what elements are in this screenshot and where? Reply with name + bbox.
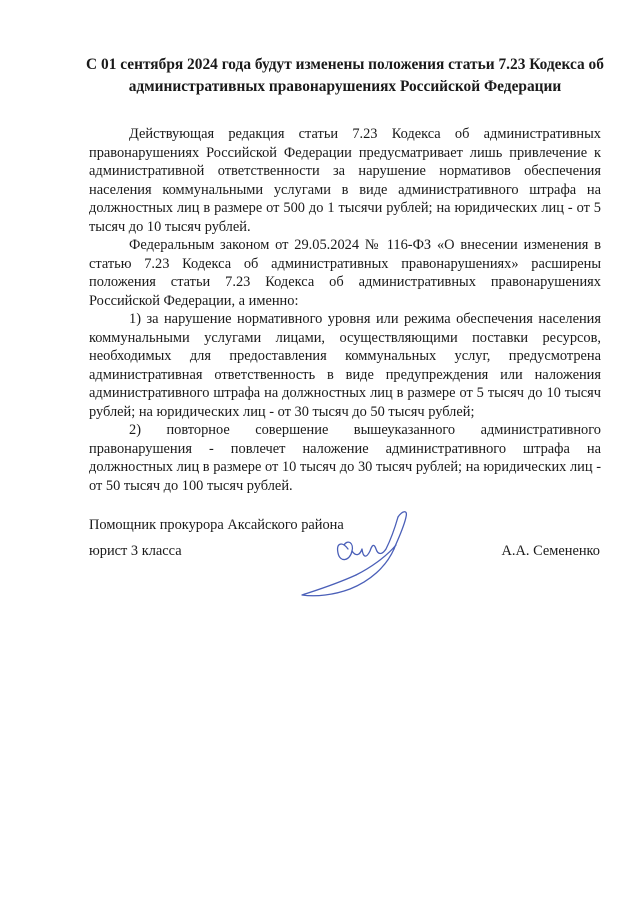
document-body: [89, 125, 601, 495]
signature-stroke-loop: [338, 542, 353, 559]
signature-stroke-rise: [394, 512, 406, 549]
signature-stroke-tail: [302, 549, 394, 596]
handwritten-signature: [290, 505, 420, 605]
signatory-rank: юрист 3 класса: [89, 543, 182, 559]
paragraph-item-1: 1) за нарушение нормативного уровня или режима обеспечения населения коммунальными услугами лицами, осуществляющими поставки ресурсов, необходимых для предоставления коммунальных услуг, предусмотрена административная ответственность в виде предупреждения или наложения административного штрафа на должностных лиц в размере от 5 тысяч до 10 тысяч рублей; на юридических лиц - от 30 тысяч до 50 тысяч рублей;: [89, 311, 601, 420]
paragraph-current-law: Действующая редакция статьи 7.23 Кодекса об административных правонарушениях Российской Федерации предусматривает лишь привлечение к административной ответственности за нарушение нормативов обеспечения населения коммунальными услугами в виде административного штрафа на должностных лиц в размере от 500 до 1 тысячи рублей; на юридических лиц - от 5 тысяч до 10 тысяч рублей.: [89, 126, 601, 235]
signatory-position: Помощник прокурора Аксайского района: [89, 517, 344, 533]
paragraph-item-2: 2) повторное совершение вышеуказанного административного правонарушения - повлечет наложение административного штрафа на должностных лиц в размере от 10 тысяч до 30 тысяч рублей; на юридических лиц - от 50 тысяч до 100 тысяч рублей.: [89, 422, 601, 494]
document-title: С 01 сентября 2024 года будут изменены положения статьи 7.23 Кодекса об административных правонарушениях Российской Федерации: [86, 56, 604, 95]
paragraph-federal-law: Федеральным законом от 29.05.2024 № 116-ФЗ «О внесении изменения в статью 7.23 Кодекса об административных правонарушениях» расширены положения статьи 7.23 Кодекса об административных правонарушениях Российской Федерации, а именно:: [89, 237, 601, 309]
signatory-name: А.А. Семененко: [501, 543, 600, 559]
